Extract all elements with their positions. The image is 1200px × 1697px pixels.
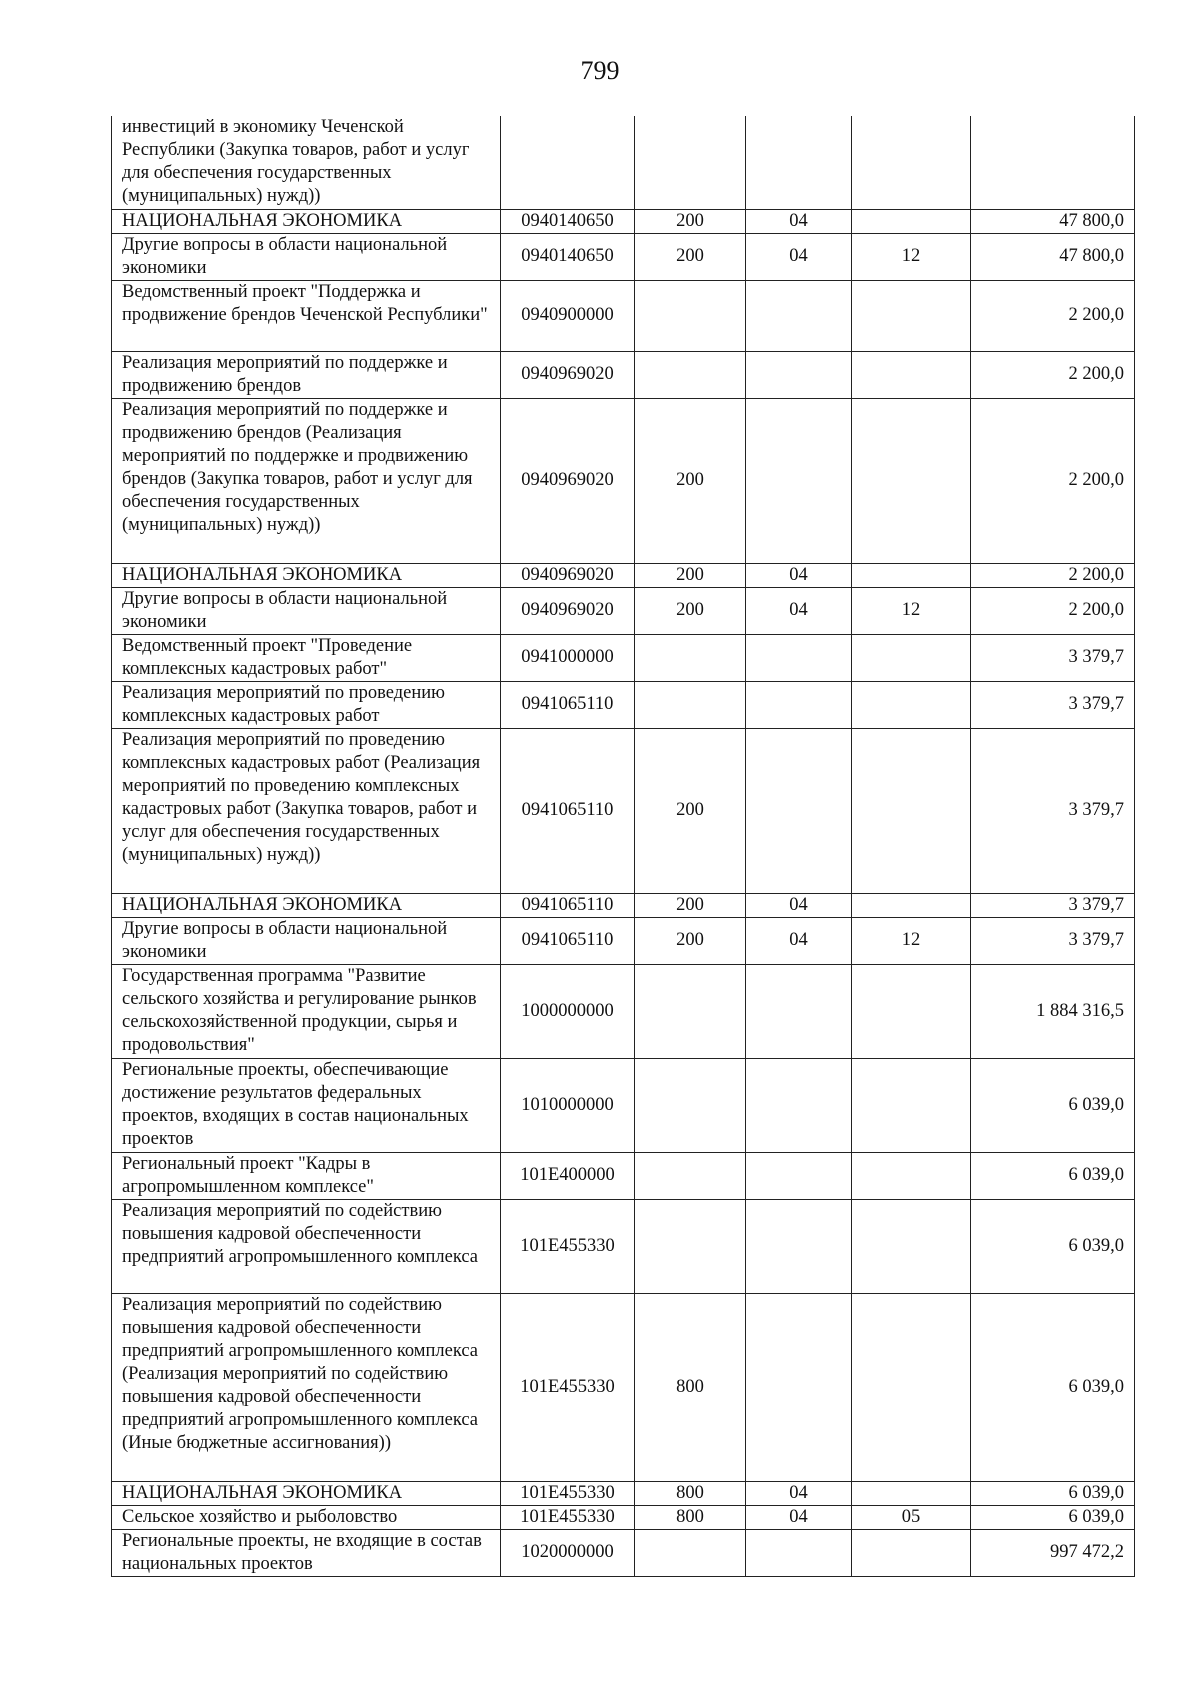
row-subsection [852,728,971,893]
row-subsection [852,681,971,728]
row-expense-type [635,1152,746,1199]
row-section: 04 [746,587,852,634]
row-subsection [852,893,971,917]
row-name: Ведомственный проект "Проведение комплексных кадастровых работ" [112,634,501,681]
row-target-code: 0941065110 [501,681,635,728]
row-expense-type: 200 [635,917,746,964]
row-name: Другие вопросы в области национальной экономики [112,233,501,280]
row-target-code: 1010000000 [501,1058,635,1152]
table-row [112,1293,1135,1481]
row-section: 04 [746,893,852,917]
row-subsection [852,964,971,1058]
row-section [746,280,852,351]
row-section [746,1058,852,1152]
row-subsection [852,116,971,209]
row-target-code: 0940969020 [501,351,635,398]
row-target-code: 0941000000 [501,634,635,681]
table-row [112,1505,1135,1529]
row-section [746,964,852,1058]
row-name: Реализация мероприятий по содействию повышения кадровой обеспеченности предприятий агропромышленного комплекса (Реализация мероприятий по содействию повышения кадровой обеспеченности предприятий агропромышленного комплекса (Иные бюджетные ассигнования)) [112,1293,501,1481]
table-row [112,233,1135,280]
row-expense-type [635,634,746,681]
row-target-code: 0940969020 [501,563,635,587]
row-subsection [852,351,971,398]
row-section: 04 [746,1481,852,1505]
row-subsection [852,1058,971,1152]
row-target-code: 0940140650 [501,233,635,280]
row-section [746,1152,852,1199]
table-row [112,917,1135,964]
row-amount: 6 039,0 [971,1199,1135,1293]
row-amount: 2 200,0 [971,351,1135,398]
row-expense-type: 800 [635,1293,746,1481]
table-row [112,1529,1135,1576]
row-expense-type: 200 [635,209,746,233]
row-expense-type: 800 [635,1481,746,1505]
row-expense-type [635,1199,746,1293]
row-name: Реализация мероприятий по проведению комплексных кадастровых работ (Реализация мероприятий по проведению комплексных кадастровых работ (Закупка товаров, работ и услуг для обеспечения государственных (муниципальных) нужд)) [112,728,501,893]
row-amount: 6 039,0 [971,1152,1135,1199]
table-row [112,1058,1135,1152]
row-expense-type [635,964,746,1058]
row-section: 04 [746,1505,852,1529]
row-amount: 2 200,0 [971,563,1135,587]
row-target-code: 1020000000 [501,1529,635,1576]
row-expense-type [635,116,746,209]
row-expense-type: 800 [635,1505,746,1529]
row-target-code [501,116,635,209]
row-section [746,728,852,893]
row-target-code: 101E455330 [501,1481,635,1505]
row-name: Ведомственный проект "Поддержка и продвижение брендов Чеченской Республики" [112,280,501,351]
row-section [746,1293,852,1481]
row-target-code: 0940969020 [501,398,635,563]
row-amount: 3 379,7 [971,728,1135,893]
row-expense-type [635,681,746,728]
table-row [112,634,1135,681]
row-section [746,1199,852,1293]
row-section: 04 [746,917,852,964]
row-name: Региональные проекты, обеспечивающие достижение результатов федеральных проектов, входящих в состав национальных проектов [112,1058,501,1152]
row-section [746,398,852,563]
row-target-code: 0940969020 [501,587,635,634]
row-subsection [852,1293,971,1481]
row-section [746,681,852,728]
row-section [746,1529,852,1576]
row-amount: 2 200,0 [971,587,1135,634]
row-name: НАЦИОНАЛЬНАЯ ЭКОНОМИКА [112,563,501,587]
row-amount: 997 472,2 [971,1529,1135,1576]
row-target-code: 101E455330 [501,1505,635,1529]
row-subsection [852,209,971,233]
row-subsection [852,398,971,563]
row-name: Реализация мероприятий по поддержке и продвижению брендов (Реализация мероприятий по поддержке и продвижению брендов (Закупка товаров, работ и услуг для обеспечения государственных (муниципальных) нужд)) [112,398,501,563]
row-name: НАЦИОНАЛЬНАЯ ЭКОНОМИКА [112,893,501,917]
row-amount: 3 379,7 [971,893,1135,917]
table-row [112,209,1135,233]
row-name: Реализация мероприятий по поддержке и продвижению брендов [112,351,501,398]
row-section [746,351,852,398]
table-row [112,728,1135,893]
table-row [112,351,1135,398]
row-amount [971,116,1135,209]
row-expense-type: 200 [635,587,746,634]
row-target-code: 0940140650 [501,209,635,233]
row-subsection: 05 [852,1505,971,1529]
table-row [112,116,1135,209]
table-row [112,1152,1135,1199]
row-amount: 3 379,7 [971,681,1135,728]
row-amount: 1 884 316,5 [971,964,1135,1058]
row-amount: 6 039,0 [971,1481,1135,1505]
row-amount: 6 039,0 [971,1293,1135,1481]
row-subsection [852,1529,971,1576]
row-expense-type [635,1529,746,1576]
row-section: 04 [746,563,852,587]
table-row [112,964,1135,1058]
row-expense-type: 200 [635,398,746,563]
row-expense-type: 200 [635,728,746,893]
row-amount: 47 800,0 [971,209,1135,233]
table-row [112,587,1135,634]
row-subsection [852,634,971,681]
page-number: 799 [580,56,620,85]
row-target-code: 101E400000 [501,1152,635,1199]
table-row [112,563,1135,587]
row-expense-type [635,351,746,398]
row-subsection [852,1199,971,1293]
row-subsection [852,1152,971,1199]
budget-table [111,116,1135,1577]
row-amount: 2 200,0 [971,280,1135,351]
row-expense-type: 200 [635,563,746,587]
row-amount: 47 800,0 [971,233,1135,280]
row-expense-type: 200 [635,233,746,280]
row-amount: 6 039,0 [971,1058,1135,1152]
row-name: Сельское хозяйство и рыболовство [112,1505,501,1529]
table-row [112,1199,1135,1293]
row-section [746,116,852,209]
table-row [112,280,1135,351]
row-target-code: 0940900000 [501,280,635,351]
row-name: Реализация мероприятий по проведению комплексных кадастровых работ [112,681,501,728]
table-row [112,1481,1135,1505]
row-section: 04 [746,209,852,233]
row-name: НАЦИОНАЛЬНАЯ ЭКОНОМИКА [112,1481,501,1505]
table-row [112,398,1135,563]
row-name: НАЦИОНАЛЬНАЯ ЭКОНОМИКА [112,209,501,233]
row-expense-type [635,1058,746,1152]
row-name: инвестиций в экономику Чеченской Республики (Закупка товаров, работ и услуг для обеспечения государственных (муниципальных) нужд)) [112,116,501,209]
row-target-code: 0941065110 [501,893,635,917]
row-name: Государственная программа "Развитие сельского хозяйства и регулирование рынков сельскохозяйственной продукции, сырья и продовольствия" [112,964,501,1058]
row-name: Региональные проекты, не входящие в состав национальных проектов [112,1529,501,1576]
row-expense-type: 200 [635,893,746,917]
row-target-code: 101E455330 [501,1199,635,1293]
row-section [746,634,852,681]
row-subsection: 12 [852,917,971,964]
table-row [112,893,1135,917]
row-name: Другие вопросы в области национальной экономики [112,587,501,634]
row-target-code: 0941065110 [501,917,635,964]
row-section: 04 [746,233,852,280]
row-name: Другие вопросы в области национальной экономики [112,917,501,964]
row-amount: 2 200,0 [971,398,1135,563]
row-amount: 6 039,0 [971,1505,1135,1529]
row-subsection [852,563,971,587]
row-target-code: 101E455330 [501,1293,635,1481]
row-subsection [852,280,971,351]
row-target-code: 1000000000 [501,964,635,1058]
table-row [112,681,1135,728]
row-subsection [852,1481,971,1505]
row-subsection: 12 [852,233,971,280]
row-subsection: 12 [852,587,971,634]
row-target-code: 0941065110 [501,728,635,893]
row-name: Региональный проект "Кадры в агропромышленном комплексе" [112,1152,501,1199]
row-expense-type [635,280,746,351]
row-name: Реализация мероприятий по содействию повышения кадровой обеспеченности предприятий агропромышленного комплекса [112,1199,501,1293]
row-amount: 3 379,7 [971,917,1135,964]
row-amount: 3 379,7 [971,634,1135,681]
